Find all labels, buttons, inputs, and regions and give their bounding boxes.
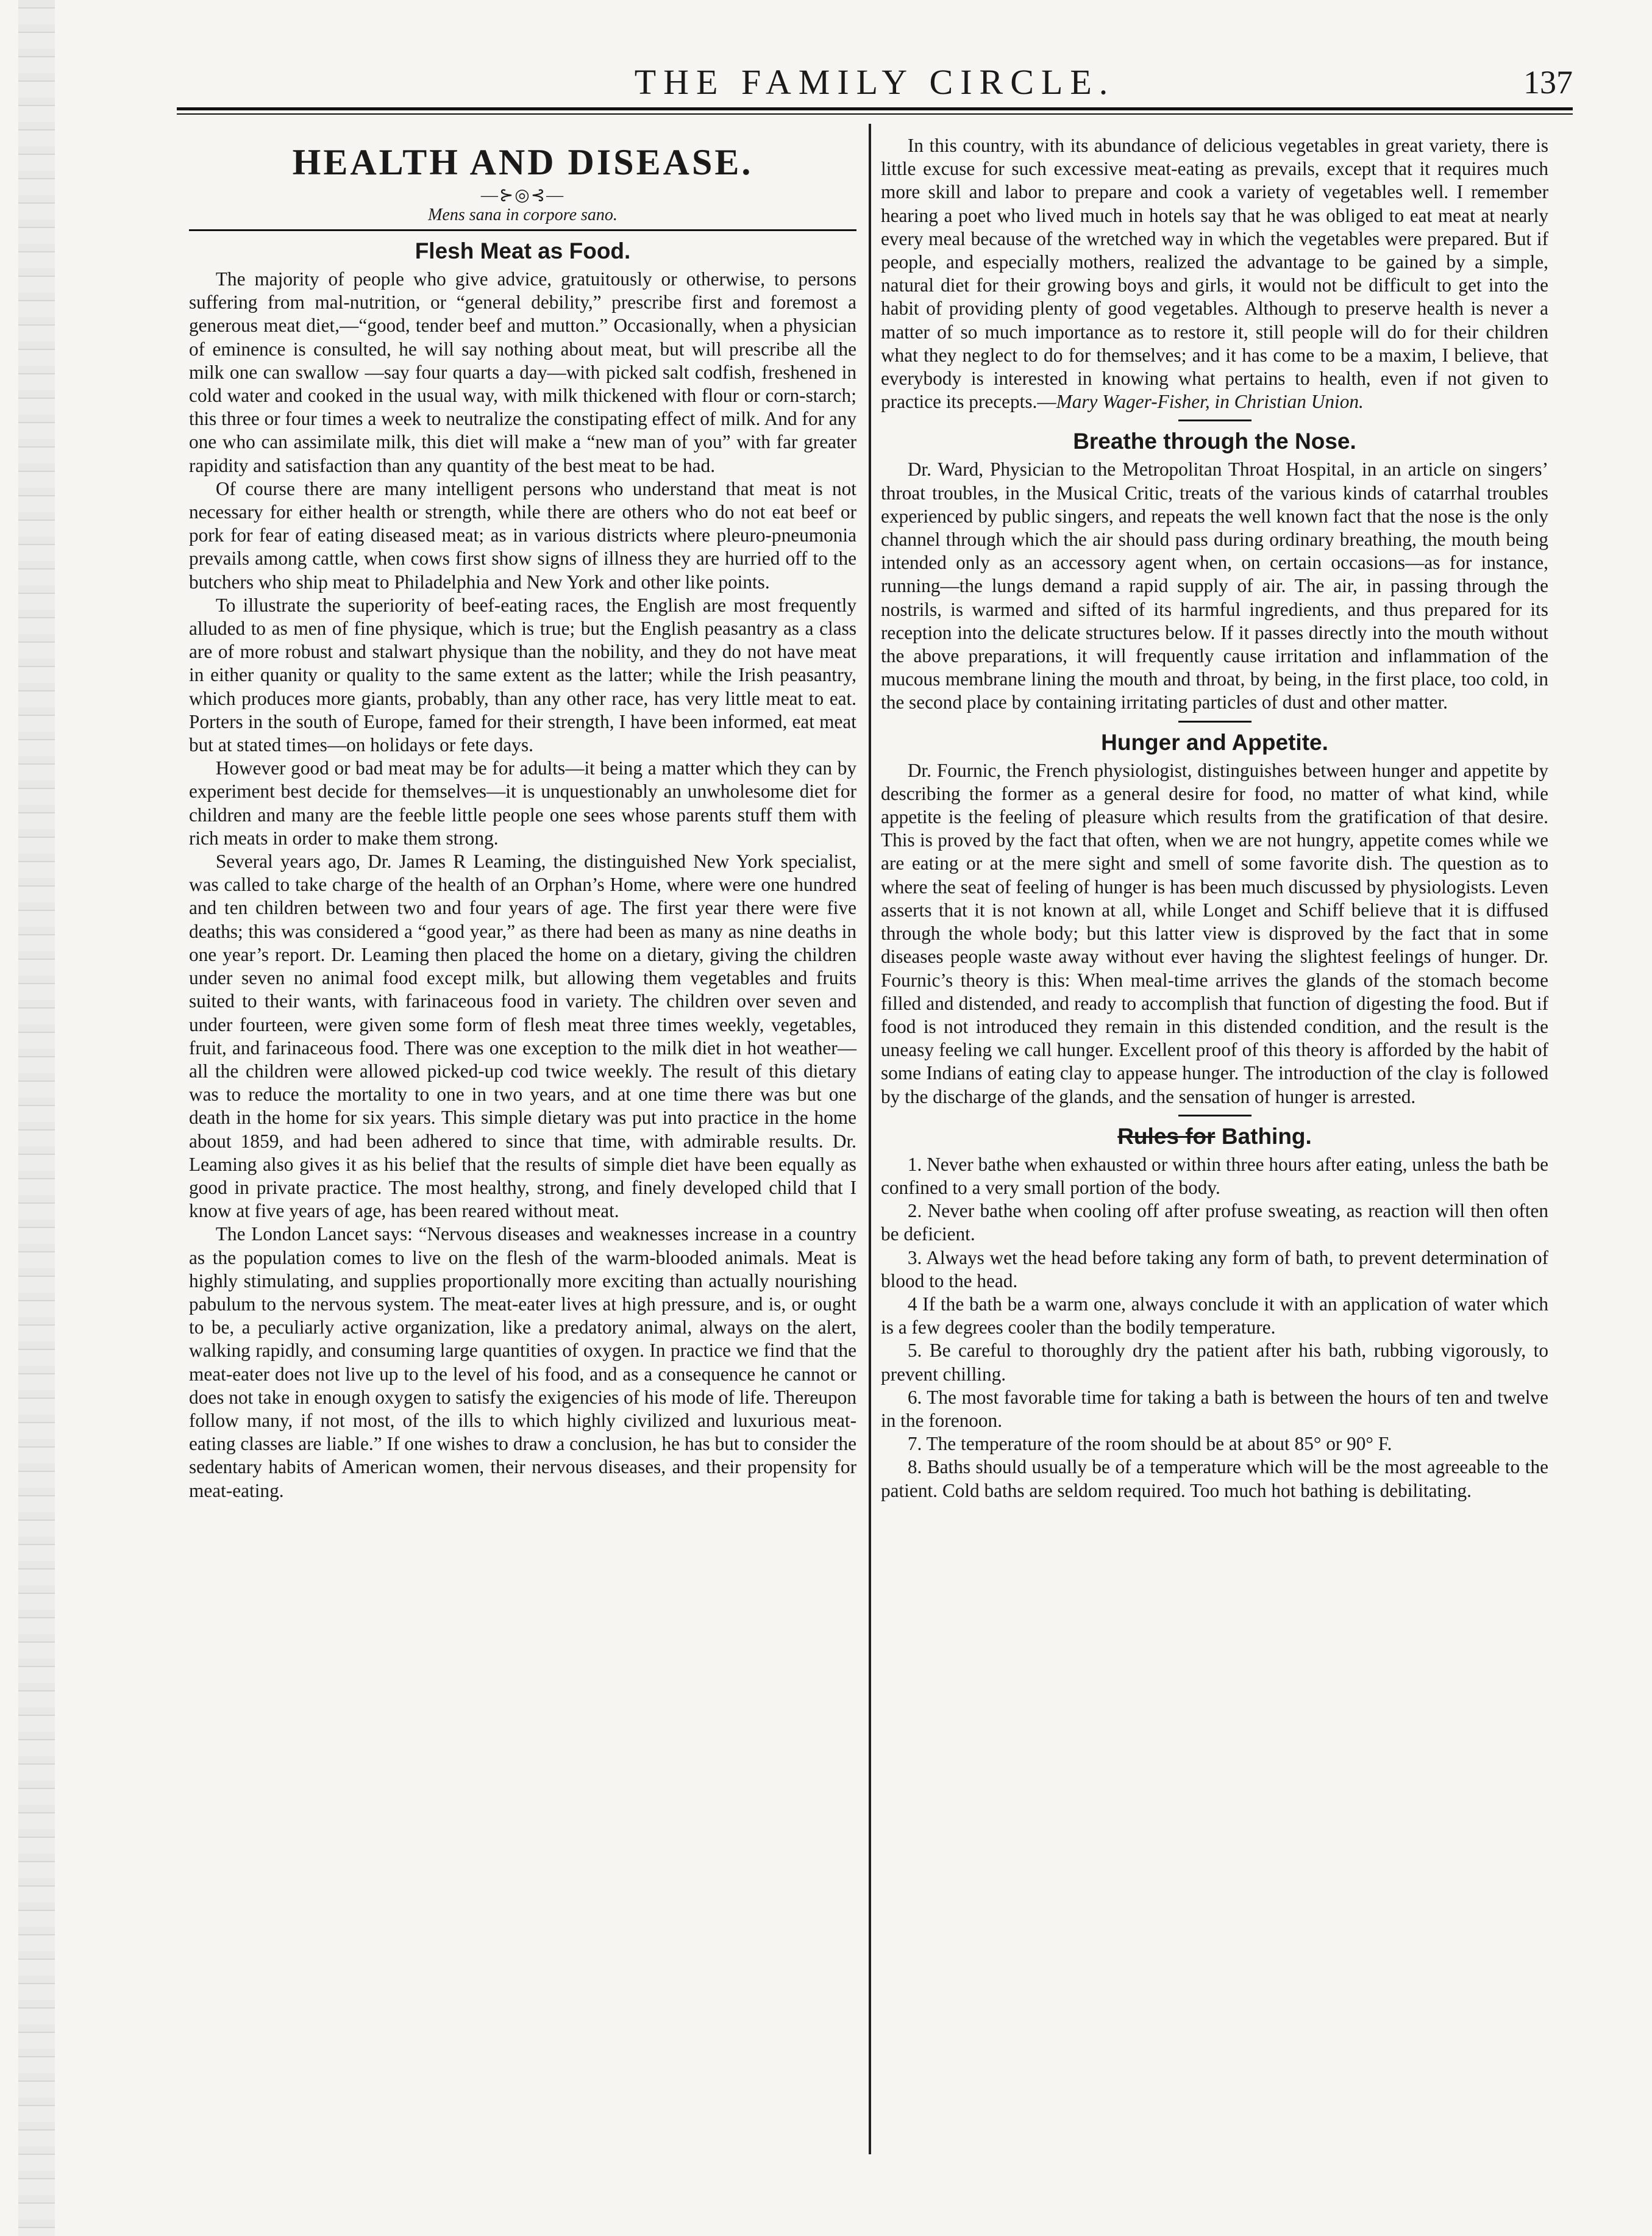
rule-item: 6. The most favorable time for taking a bath is between the hours of ten and twelve in the forenoon. — [881, 1386, 1548, 1431]
column-divider — [869, 124, 871, 2154]
struck-title-words: Rules for — [1117, 1123, 1216, 1149]
rule-item: 4 If the bath be a warm one, always conclude it with an application of water which is a few degrees cooler than the bodily temperature. — [881, 1293, 1548, 1338]
department-motto: Mens sana in corpore sano. — [428, 205, 618, 224]
right-column — [881, 122, 1548, 1502]
running-head — [177, 61, 1573, 104]
masthead-title: THE FAMILY CIRCLE. — [634, 62, 1116, 102]
header-rule-thin — [177, 113, 1573, 115]
paragraph: The London Lancet says: “Nervous diseases and weaknesses increase in a country as the population comes to live on the flesh of the warm-blooded animals. Meat is highly stimulating, and supplies proportionally more exciting than actually nourishing pabulum to the nervous system. The meat-eater lives at high pressure, and is, or ought to be, a peculiarly active organization, like a predatory animal, always on the alert, walking rapidly, and consuming large quantities of oxygen. In practice we find that the meat-eater does not live up to the level of his food, and as a consequence he cannot or does not take in enough oxygen to satisfy the exigencies of his mode of life. Thereupon follow many, if not most, of the ills to which highly civilized and luxurious meat-eating classes are liable.” If one wishes to draw a conclusion, he has but to consider the sedentary habits of American women, their nervous diseases, and their propensity for meat-eating. — [189, 1223, 856, 1501]
paragraph: Dr. Ward, Physician to the Metropolitan Throat Hospital, in an article on singers’ throat troubles, in the Musical Critic, treats of the various kinds of catarrhal troubles experienced by public singers, and repeats the well known fact that the nose is the only channel through which the air should pass during ordinary breathing, the mouth being intended only as an accessory agent when, on certain occasions—as for instance, running—the lungs demand a rapid supply of air. The air, in passing through the nostrils, is warmed and sifted of its harmful ingredients, and thus prepared for its reception into the delicate structures below. If it passes directly into the mouth without the above preparations, it will frequently cause irritation and inflammation of the mucous membrane lining the mouth and throat, by being, in the first place, too cold, in the second place by containing irritating particles of dust and other matter. — [881, 459, 1548, 713]
paragraph: However good or bad meat may be for adults—it being a matter which they can by experiment best decide for themselves—it is unquestionably an unwholesome diet for children and many are the feeble little people one sees whose parents stuff them with rich meats in order to make them strong. — [189, 757, 856, 849]
separator-rule — [1178, 420, 1251, 421]
rule-item: 3. Always wet the head before taking any form of bath, to prevent determination of blood to the head. — [881, 1246, 1548, 1291]
section-rule — [189, 229, 856, 231]
rule-item: 5. Be careful to thoroughly dry the patient after his bath, rubbing vigorously, to prevent chilling. — [881, 1340, 1548, 1385]
binding-edge — [18, 0, 55, 2236]
paragraph-continued — [881, 134, 1548, 413]
article-title-flesh-meat: Flesh Meat as Food. — [415, 238, 631, 263]
page-number: 137 — [1523, 64, 1573, 101]
left-column — [189, 122, 856, 1502]
rule-item: 1. Never bathe when exhausted or within three hours after eating, unless the bath be confined to a very small portion of the body. — [881, 1153, 1548, 1198]
paragraph: The majority of people who give advice, gratuitously or otherwise, to persons suffering from mal-nutrition, or “general debility,” prescribe first and foremost a generous meat diet,—“good, tender beef and mutton.” Occasionally, when a physician of eminence is consulted, he will say nothing about meat, but will prescribe all the milk one can swallow —say four quarts a day—with picked salt codfish, freshened in cold water and cooked in the usual way, with milk thickened with flour or corn-starch; this three or four times a week to neutralize the constipating effect of milk. And for any one who can assimilate milk, this diet will make a “new man of you” with far greater rapidity and satisfaction than any quantity of the best meat to be had. — [189, 268, 856, 476]
paragraph: Several years ago, Dr. James R Leaming, the distinguished New York specialist, was called to take charge of the health of an Orphan’s Home, where were one hundred and ten children between two and four years of age. The first year there were five deaths; this was considered a “good year,” as there had been as many as nine deaths in one year’s report. Dr. Leaming then placed the home on a dietary, giving the children under seven no animal food except milk, but allowing them vegetables and fruits suited to their wants, with farinaceous food in variety. The children over seven and under fourteen, were given some form of flesh meat three times weekly, vegetables, fruit, and farinaceous food. There was one exception to the milk diet in hot weather—all the children were allowed picked-up cod twice weekly. The result of this dietary was to reduce the mortality to one in two years, and at one time there was but one death in the home for six years. This simple dietary was put into practice in the home about 1859, and had been adhered to since that time, with admirable results. Dr. Leaming also gives it as his belief that the results of simple diet have been equally as good in private practice. The most healthy, strong, and finely developed child that I know at five years of age, has been reared without meat. — [189, 851, 856, 1222]
rule-item: 2. Never bathe when cooling off after profuse sweating, as reaction will then often be deficient. — [881, 1200, 1548, 1245]
department-title: HEALTH AND DISEASE. — [292, 142, 753, 182]
bathing-rules — [881, 1153, 1548, 1502]
article-byline: Mary Wager-Fisher, in Christian Union. — [1056, 391, 1364, 413]
article-title-hunger: Hunger and Appetite. — [1101, 729, 1328, 755]
paragraph: Of course there are many intelligent persons who understand that meat is not necessary for either health or strength, while there are others who do not eat beef or pork for fear of eating diseased meat; as in various districts where pleuro-pneumonia prevails among cattle, when cows first show signs of illness they are hurried off to the butchers who ship meat to Philadelphia and New York and other like points. — [189, 477, 856, 593]
separator-rule — [1178, 1115, 1251, 1116]
article-title-bathing — [881, 1123, 1548, 1151]
header-rule-thick — [177, 107, 1573, 110]
continued-text: In this country, with its abundance of delicious vegetables in great variety, there is little excuse for such excessive meat-eating as prevails, except that it requires much more skill and labor to prepare and cook a variety of vegetables well. I remember hearing a poet who lived much in hotels say that he was obliged to eat meat at nearly every meal because of the wretched way in which the vegetables were prepared. But if people, and especially mothers, realized the advantage to be gained by a simple, natural diet for their growing boys and girls, it would not be difficult to get into the habit of providing plenty of good vegetables. Although to preserve health is never a matter of so much importance as to restore it, still people will do for their children what they neglect to do for themselves; and it has come to be a maxim, I believe, that everybody is interested in knowing what pertains to health, even if not given to practice its precepts.— — [881, 135, 1548, 413]
rule-item: 8. Baths should usually be of a temperature which will be the most agreeable to the patient. Cold baths are seldom required. Too much hot bathing is debilitating. — [881, 1456, 1548, 1501]
paragraph: To illustrate the superiority of beef-eating races, the English are most frequently alluded to as men of fine physique, which is true; but the English peasantry as a class are of more robust and stalwart physique than the nobility, and they do not have meat in either quanity or quality to the same extent as the latter; while the Irish peasantry, which produces more giants, probably, than any other race, has very little meat to eat. Porters in the south of Europe, famed for their strength, I have been informed, eat meat but at stated times—on holidays or fete days. — [189, 594, 856, 756]
separator-rule — [1178, 721, 1251, 723]
rule-item: 7. The temperature of the room should be at about 85° or 90° F. — [907, 1433, 1392, 1455]
bathing-title-word: Bathing. — [1221, 1123, 1312, 1149]
paragraph: Dr. Fournic, the French physiologist, distinguishes between hunger and appetite by describing the former as a general desire for food, no matter of what kind, while appetite is the feeling of pleasure which results from the gratification of that desire. This is proved by the fact that often, when we are not hungry, appetite comes while we are eating or at the mere sight and smell of some favorite dish. The question as to where the seat of feeling of hunger is has been much discussed by physiologists. Leven asserts that it is not known at all, while Longet and Schiff believe that it is diffused through the whole body; but this latter view is disproved by the fact that in some diseases people waste away without ever having the slightest feelings of hunger. Dr. Fournic’s theory is this: When meal-time arrives the glands of the stomach become filled and distended, and ready to accomplish that function of digesting the food. But if food is not introduced they remain in this distended condition, and the result is the uneasy feeling we call hunger. Excellent proof of this theory is afforded by the habit of some Indians of eating clay to appease hunger. The introduction of the clay is followed by the discharge of the glands, and the sensation of hunger is arrested. — [881, 759, 1548, 1107]
ornament: —⊱◎⊰— — [480, 186, 565, 205]
article-title-breathe: Breathe through the Nose. — [1073, 429, 1356, 454]
